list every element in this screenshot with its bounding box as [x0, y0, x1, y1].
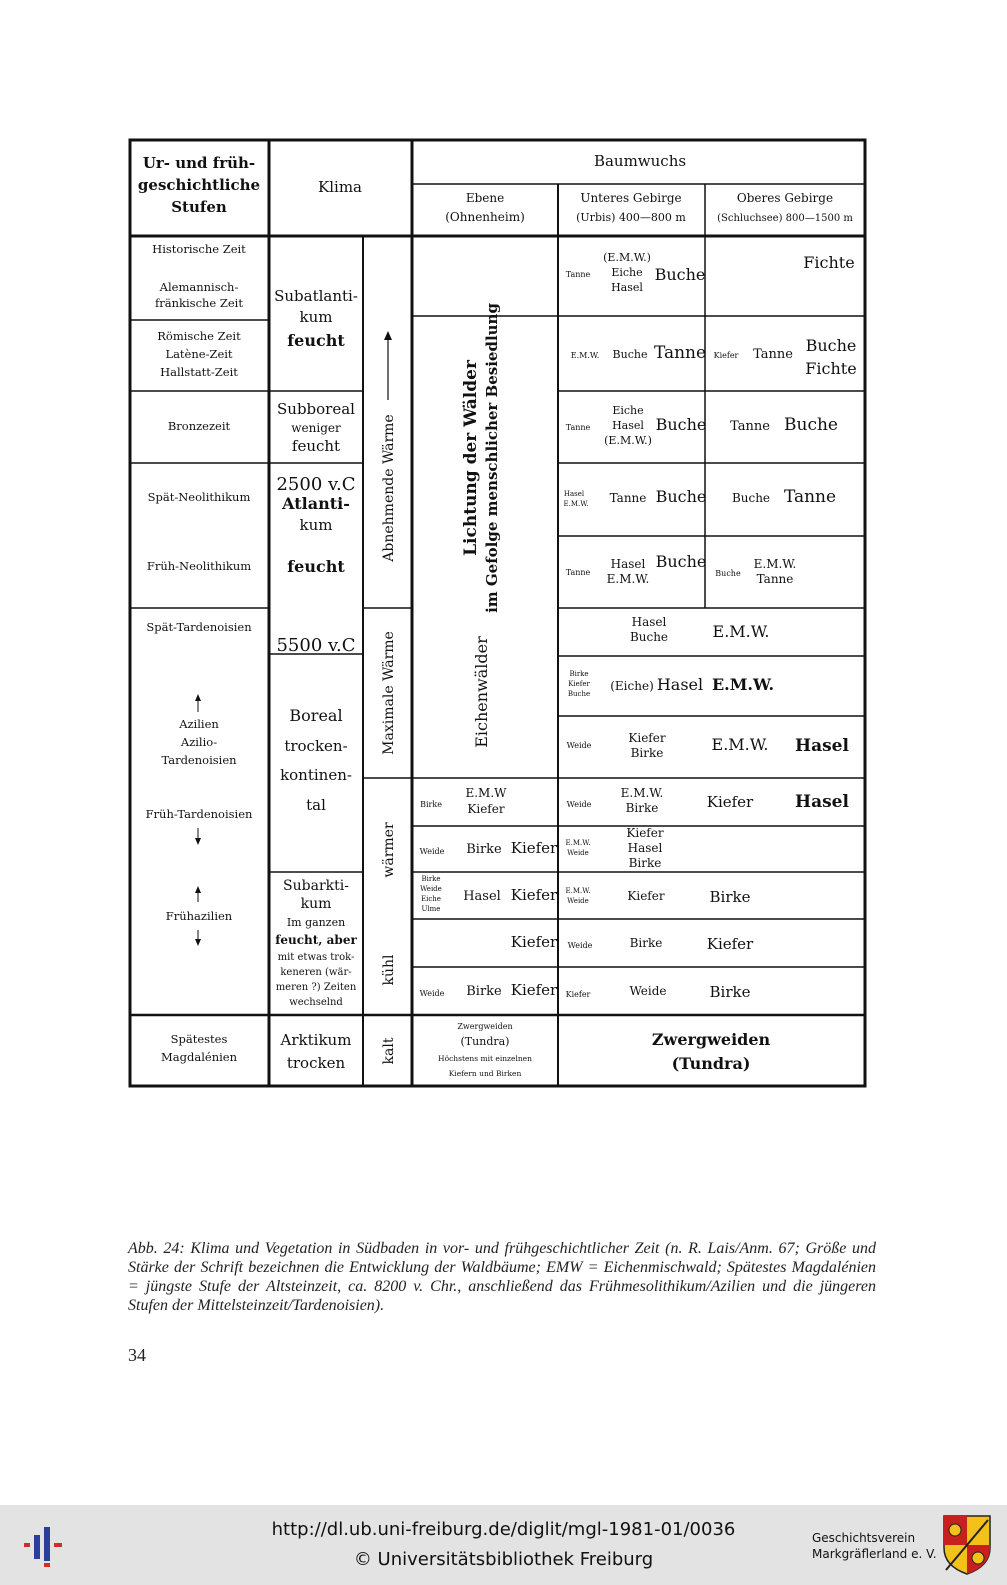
- stufe-fruehazil: Frühazilien: [165, 909, 233, 923]
- combined-c8-mid: E.M.W.: [711, 735, 769, 754]
- unteres-u5-big: Buche: [655, 552, 707, 571]
- stufe-hallstatt: Hallstatt-Zeit: [160, 365, 238, 379]
- stufe-azilio: Azilio-: [180, 735, 218, 749]
- stufe-latene: Latène-Zeit: [165, 347, 233, 361]
- stufe-bronze: Bronzezeit: [167, 419, 231, 433]
- klima-boreal-2: trocken-: [284, 737, 348, 755]
- header-stufen-3: Stufen: [171, 198, 227, 216]
- trend-kuehl: kühl: [381, 954, 397, 986]
- unteres-u11-small-1: E.M.W.: [565, 887, 591, 895]
- stufe-spaettard: Spät-Tardenoisien: [146, 620, 252, 634]
- unteres-u9-small: Weide: [566, 800, 592, 809]
- header-oberes-2: (Schluchsee) 800—1500 m: [717, 213, 853, 224]
- unteres-u5-small: Tanne: [565, 568, 591, 577]
- header-ebene-1: Ebene: [465, 191, 505, 205]
- ebene-r1-2: Kiefer: [467, 802, 505, 816]
- combined-c8-2: Birke: [630, 746, 664, 760]
- unteres-u3-big: Buche: [655, 415, 707, 434]
- ebene-r5-b: Kiefer: [510, 981, 558, 999]
- coat-of-arms-icon: [942, 1514, 992, 1576]
- unteres-u4-big: Buche: [655, 487, 707, 506]
- oberes-o5-1: E.M.W.: [753, 557, 797, 571]
- unteres-u10-1: Kiefer: [626, 826, 664, 840]
- stufe-roemisch: Römische Zeit: [157, 329, 241, 343]
- page-number: 34: [128, 1345, 146, 1365]
- stufe-spaetmag-1: Spätestes: [170, 1032, 228, 1046]
- header-stufen-1: Ur- und früh-: [142, 154, 256, 172]
- trend-waermer: wärmer: [381, 822, 397, 878]
- unteres-u12: Birke: [629, 936, 663, 950]
- ebene-lichtung-1: Lichtung der Wälder: [461, 360, 481, 556]
- header-stufen-2: geschichtliche: [137, 176, 261, 194]
- ebene-r3-b: Kiefer: [510, 886, 558, 904]
- klima-subarkt-2: kum: [300, 896, 332, 912]
- combined-c7-small-2: Kiefer: [568, 680, 590, 688]
- trend-maximal: Maximale Wärme: [381, 631, 397, 755]
- oberes-o4-big: Tanne: [783, 487, 837, 507]
- stufe-fruehtard: Früh-Tardenoisien: [145, 807, 253, 821]
- klima-subbor-feucht: feucht: [291, 437, 341, 455]
- stufe-alemann-2: fränkische Zeit: [155, 296, 243, 310]
- unteres-u1-2: Eiche: [611, 266, 643, 279]
- combined-c6-2: Buche: [629, 630, 669, 644]
- oberes-o2-big-1: Buche: [805, 336, 857, 355]
- klima-subbor: Subboreal: [277, 400, 355, 418]
- klima-date-5500: 5500 v.C: [276, 635, 356, 656]
- oberes-o5-2: Tanne: [756, 572, 794, 586]
- stufe-azilien: Azilien: [179, 717, 219, 731]
- unteres-u5-2: E.M.W.: [606, 572, 650, 586]
- unteres-u1-3: Hasel: [611, 281, 643, 294]
- unteres-u1-small: Tanne: [565, 270, 591, 279]
- unteres-u2-mid: Buche: [612, 348, 648, 361]
- header-unteres-1: Unteres Gebirge: [580, 191, 682, 205]
- klima-subarkt-1: Subarkti-: [283, 878, 349, 894]
- combined-c7-mid: (Eiche): [610, 679, 654, 693]
- combined-tundra-1: Zwergweiden: [651, 1030, 771, 1049]
- combined-c7-small-3: Buche: [567, 690, 591, 698]
- oberes-o12: Kiefer: [706, 935, 754, 953]
- oberes-o9-big: Hasel: [795, 792, 849, 812]
- combined-tundra-2: (Tundra): [671, 1054, 751, 1073]
- klima-subatl-feucht: feucht: [287, 331, 345, 350]
- unteres-u2-small: E.M.W.: [570, 351, 600, 360]
- klima-atl-feucht: feucht: [287, 557, 345, 576]
- ebene-r1-small: Birke: [420, 800, 442, 809]
- footer-url[interactable]: http://dl.ub.uni-freiburg.de/diglit/mgl-1981-01/0036: [271, 1519, 736, 1540]
- ebene-tundra-4: Kiefern und Birken: [448, 1069, 522, 1078]
- combined-c6-big: E.M.W.: [712, 622, 770, 641]
- header-klima: Klima: [318, 178, 362, 196]
- unteres-u10-3: Birke: [628, 856, 662, 870]
- oberes-o1: Fichte: [803, 253, 855, 272]
- combined-c8-big: Hasel: [795, 736, 849, 756]
- klima-subatl-1: Subatlanti-: [274, 287, 358, 305]
- unteres-u2-big: Tanne: [653, 343, 707, 363]
- klima-arkt-2: trocken: [286, 1054, 346, 1072]
- stufe-alemann-1: Alemannisch-: [159, 280, 239, 294]
- klima-arkt-1: Arktikum: [280, 1031, 352, 1049]
- ebene-lichtung-2: im Gefolge menschlicher Besiedlung: [483, 303, 501, 613]
- header-ebene-2: (Ohnenheim): [445, 210, 525, 224]
- stufe-historisch: Historische Zeit: [152, 242, 246, 256]
- stufe-fruehneo: Früh-Neolithikum: [146, 559, 252, 573]
- ebene-r3-a: Hasel: [463, 889, 501, 904]
- unteres-u9-1: E.M.W.: [620, 786, 664, 800]
- klima-boreal-4: tal: [306, 796, 326, 814]
- oberes-o3-big: Buche: [784, 415, 838, 435]
- ebene-r1-1: E.M.W: [465, 786, 507, 800]
- unteres-u1-big: Buche: [654, 265, 706, 284]
- unteres-u13-small: Kiefer: [565, 990, 591, 999]
- oberes-o4-mid: Buche: [731, 491, 771, 505]
- klima-subarkt-detail-1: Im ganzen: [286, 916, 346, 929]
- ebene-r3-small-1: Birke: [421, 875, 441, 883]
- unteres-u12-small: Weide: [567, 941, 593, 950]
- unteres-u3-small: Tanne: [565, 423, 591, 432]
- oberes-o2-small: Kiefer: [713, 351, 739, 360]
- klima-subbor-weniger: weniger: [291, 421, 341, 435]
- footer-bar: [0, 1505, 1007, 1585]
- unteres-u4-mid: Tanne: [609, 491, 647, 505]
- oberes-o2-big-2: Fichte: [805, 359, 857, 378]
- combined-c6-1: Hasel: [631, 615, 667, 629]
- ebene-r3-small-4: Ulme: [421, 905, 441, 913]
- unteres-u1-1: (E.M.W.): [603, 251, 651, 264]
- klima-subarkt-detail-6: wechselnd: [289, 997, 343, 1008]
- unteres-u9-2: Birke: [625, 801, 659, 815]
- ebene-tundra-1: Zwergweiden: [457, 1022, 513, 1031]
- unteres-u4-small-2: E.M.W.: [563, 500, 589, 508]
- stufe-spaetneo: Spät-Neolithikum: [147, 490, 251, 504]
- ebene-r2-b: Kiefer: [510, 839, 558, 857]
- header-oberes-1: Oberes Gebirge: [736, 191, 834, 205]
- klima-subarkt-detail-4: keneren (wär-: [280, 967, 352, 978]
- figure-caption: Abb. 24: Klima und Vegetation in Südbaden in vor- und frühgeschichtlicher Zeit (n. R. Lais/Anm. 67; Größe und Stärke der Schrift bezeichnen die Entwicklung der Waldbäume; EMW = Eichenmischwald; Spätestes Magdalénien = jüngste Stufe der Altsteinzeit, ca. 8200 v. Chr., anschließend das Frühmesolithikum/Azilien und die jüngeren Stufen der Mittelsteinzeit/Tardenoisien).: [128, 1240, 876, 1314]
- oberes-o5-small: Buche: [715, 569, 741, 578]
- oberes-o11: Birke: [709, 888, 751, 906]
- ebene-r4: Kiefer: [510, 933, 558, 951]
- unteres-u11-small-2: Weide: [567, 897, 589, 905]
- ebene-r2-small: Weide: [419, 847, 445, 856]
- unteres-u10-2: Hasel: [627, 841, 663, 855]
- combined-c8-1: Kiefer: [628, 731, 666, 745]
- ebene-tundra-2: (Tundra): [460, 1035, 510, 1048]
- ebene-eichenwaelder: Eichenwälder: [472, 636, 491, 748]
- combined-c8-small: Weide: [566, 741, 592, 750]
- ebene-tundra-3: Höchstens mit einzelnen: [438, 1054, 532, 1063]
- oberes-o2-mid: Tanne: [753, 347, 793, 362]
- ebene-r5-a: Birke: [466, 984, 502, 999]
- stufe-spaetmag-2: Magdalénien: [161, 1050, 237, 1064]
- unteres-u11: Kiefer: [627, 889, 665, 903]
- oberes-o3-mid: Tanne: [730, 419, 770, 434]
- oberes-o9-mid: Kiefer: [706, 793, 754, 811]
- ebene-r2-a: Birke: [466, 842, 502, 857]
- footer-org-line-1: Geschichtsverein: [812, 1531, 916, 1545]
- klima-atl-1: Atlanti-: [282, 494, 350, 513]
- unteres-u13: Weide: [629, 984, 667, 998]
- klima-subarkt-detail-3: mit etwas trok-: [277, 952, 355, 963]
- klima-date-2500: 2500 v.C: [276, 474, 356, 495]
- oberes-o13: Birke: [709, 983, 751, 1001]
- unteres-u3-3: (E.M.W.): [604, 434, 652, 447]
- unteres-u10-small-2: Weide: [567, 849, 589, 857]
- klima-subarkt-detail-2: feucht, aber: [275, 933, 357, 947]
- unteres-u3-1: Eiche: [612, 404, 644, 417]
- ebene-r3-small-3: Eiche: [421, 895, 441, 903]
- combined-c7-hasel: Hasel: [656, 675, 704, 694]
- unteres-u4-small-1: Hasel: [563, 490, 585, 498]
- header-unteres-2: (Urbis) 400—800 m: [576, 211, 686, 224]
- ebene-r5-small: Weide: [419, 989, 445, 998]
- klima-subatl-2: kum: [299, 308, 333, 326]
- stufe-tardenoisien: Tardenoisien: [161, 753, 237, 767]
- unteres-u3-2: Hasel: [612, 419, 644, 432]
- footer-org-line-2: Markgräflerland e. V.: [812, 1547, 937, 1561]
- klima-boreal-3: kontinen-: [280, 766, 352, 784]
- footer-copyright: © Universitätsbibliothek Freiburg: [353, 1549, 654, 1570]
- trend-kalt: kalt: [381, 1037, 397, 1065]
- klima-boreal-1: Boreal: [289, 706, 343, 725]
- unteres-u10-small-1: E.M.W.: [565, 839, 591, 847]
- ebene-r3-small-2: Weide: [420, 885, 442, 893]
- unteres-u5-1: Hasel: [610, 557, 646, 571]
- footer-organization: [812, 1530, 937, 1562]
- klima-atl-2: kum: [299, 516, 333, 534]
- trend-abnehmend: Abnehmende Wärme: [381, 414, 397, 562]
- combined-c7-small-1: Birke: [569, 670, 589, 678]
- combined-c7-big: E.M.W.: [711, 675, 775, 694]
- klima-subarkt-detail-5: meren ?) Zeiten: [275, 982, 357, 993]
- header-baumwuchs: Baumwuchs: [593, 152, 687, 170]
